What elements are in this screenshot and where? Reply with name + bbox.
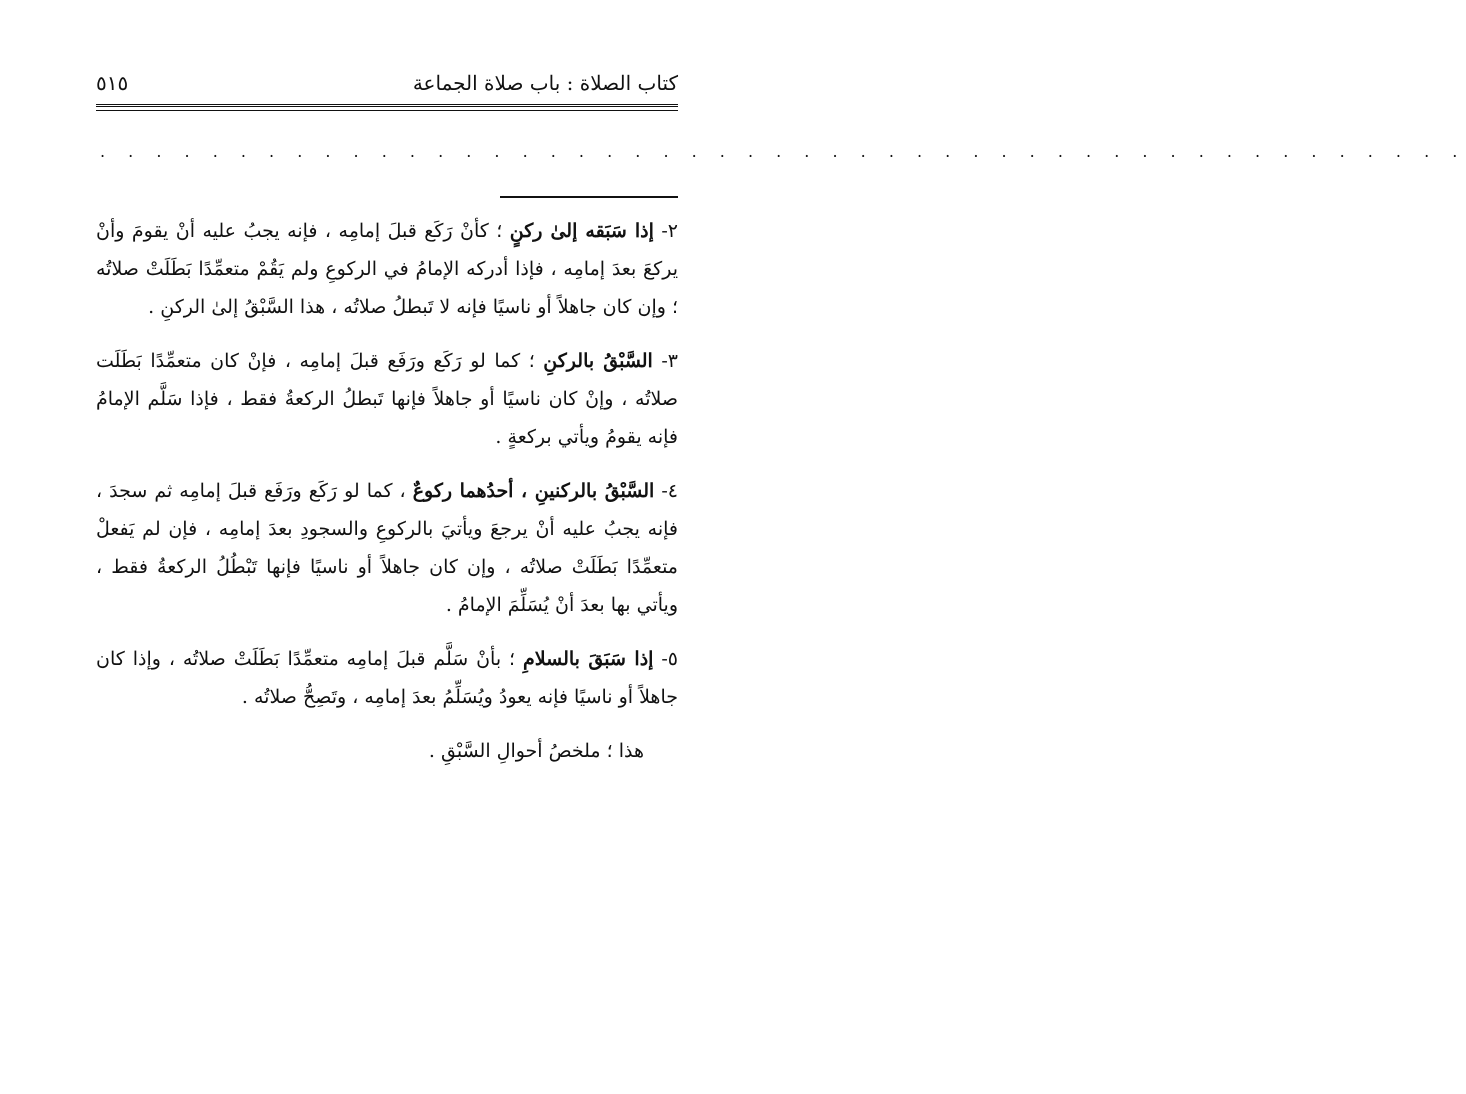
- paragraph-number: ٥-: [653, 648, 678, 670]
- paragraph-heading: إذا سَبَقَ بالسلامِ: [523, 648, 654, 670]
- paragraph-heading: السَّبْقُ بالركنينِ ، أحدُهما ركوعٌ: [412, 480, 655, 502]
- page-number: ٥١٥: [96, 71, 129, 95]
- section-divider: [500, 196, 678, 198]
- paragraph-5: [96, 640, 678, 716]
- paragraph-text: ؛ كأنْ رَكَع قبلَ إمامِه ، فإنه يجبُ عليه أنْ يقومَ وأنْ يركعَ بعدَ إمامِه ، فإذا أدركه الإمامُ في الركوعِ ولم يَقُمْ متعمِّدًا بَطَلَتْ صلاتُه ؛ وإن كان جاهلاً أو ناسيًا فإنه لا تَبطلُ صلاتُه ، هذا السَّبْقُ إلىٰ الركنِ .: [96, 220, 678, 318]
- elision-dots: . . . . . . . . . . . . . . . . . . . . . . . . . . . . . . . . . . . . . . . . . . . . . . . . .: [100, 142, 1466, 161]
- closing-line: هذا ؛ ملخصُ أحوالِ السَّبْقِ .: [428, 740, 644, 762]
- paragraph-4: [96, 472, 678, 624]
- paragraph-text: ؛ بأنْ سَلَّم قبلَ إمامِه متعمِّدًا بَطَلَتْ صلاتُه ، وإذا كان جاهلاً أو ناسيًا فإنه يعودُ ويُسَلِّمُ بعدَ إمامِه ، وتَصِحُّ صلاتُه .: [96, 648, 678, 708]
- paragraph-text: ؛ كما لو رَكَع ورَفَع قبلَ إمامِه ، فإنْ كان متعمِّدًا بَطَلَت صلاتُه ، وإنْ كان ناسيًا أو جاهلاً فإنها تَبطلُ الركعةُ فقط ، فإذا سَلَّم الإمامُ فإنه يقومُ ويأتي بركعةٍ .: [96, 350, 678, 448]
- paragraph-number: ٤-: [654, 480, 678, 502]
- paragraph-2: [96, 212, 678, 326]
- page-header: [96, 66, 678, 102]
- paragraph-number: ٣-: [652, 350, 679, 372]
- running-title: كتاب الصلاة : باب صلاة الجماعة: [412, 71, 678, 95]
- paragraph-heading: السَّبْقُ بالركنِ: [543, 350, 653, 372]
- paragraph-number: ٢-: [653, 220, 678, 242]
- paragraph-text: ، كما لو رَكَع ورَفَع قبلَ إمامِه ثم سجدَ ، فإنه يجبُ عليه أنْ يرجعَ ويأتيَ بالركوعِ والسجودِ بعدَ إمامِه ، فإن لم يَفعلْ متعمِّدًا بَطَلَتْ صلاتُه ، وإن كان جاهلاً أو ناسيًا فإنها تَبْطُلُ الركعةُ فقط ، ويأتي بها بعدَ أنْ يُسَلِّمَ الإمامُ .: [96, 480, 678, 616]
- header-rule: [96, 104, 678, 107]
- body-text: [96, 212, 678, 786]
- paragraph-3: [96, 342, 678, 456]
- paragraph-heading: إذا سَبَقه إلىٰ ركنٍ: [509, 220, 654, 242]
